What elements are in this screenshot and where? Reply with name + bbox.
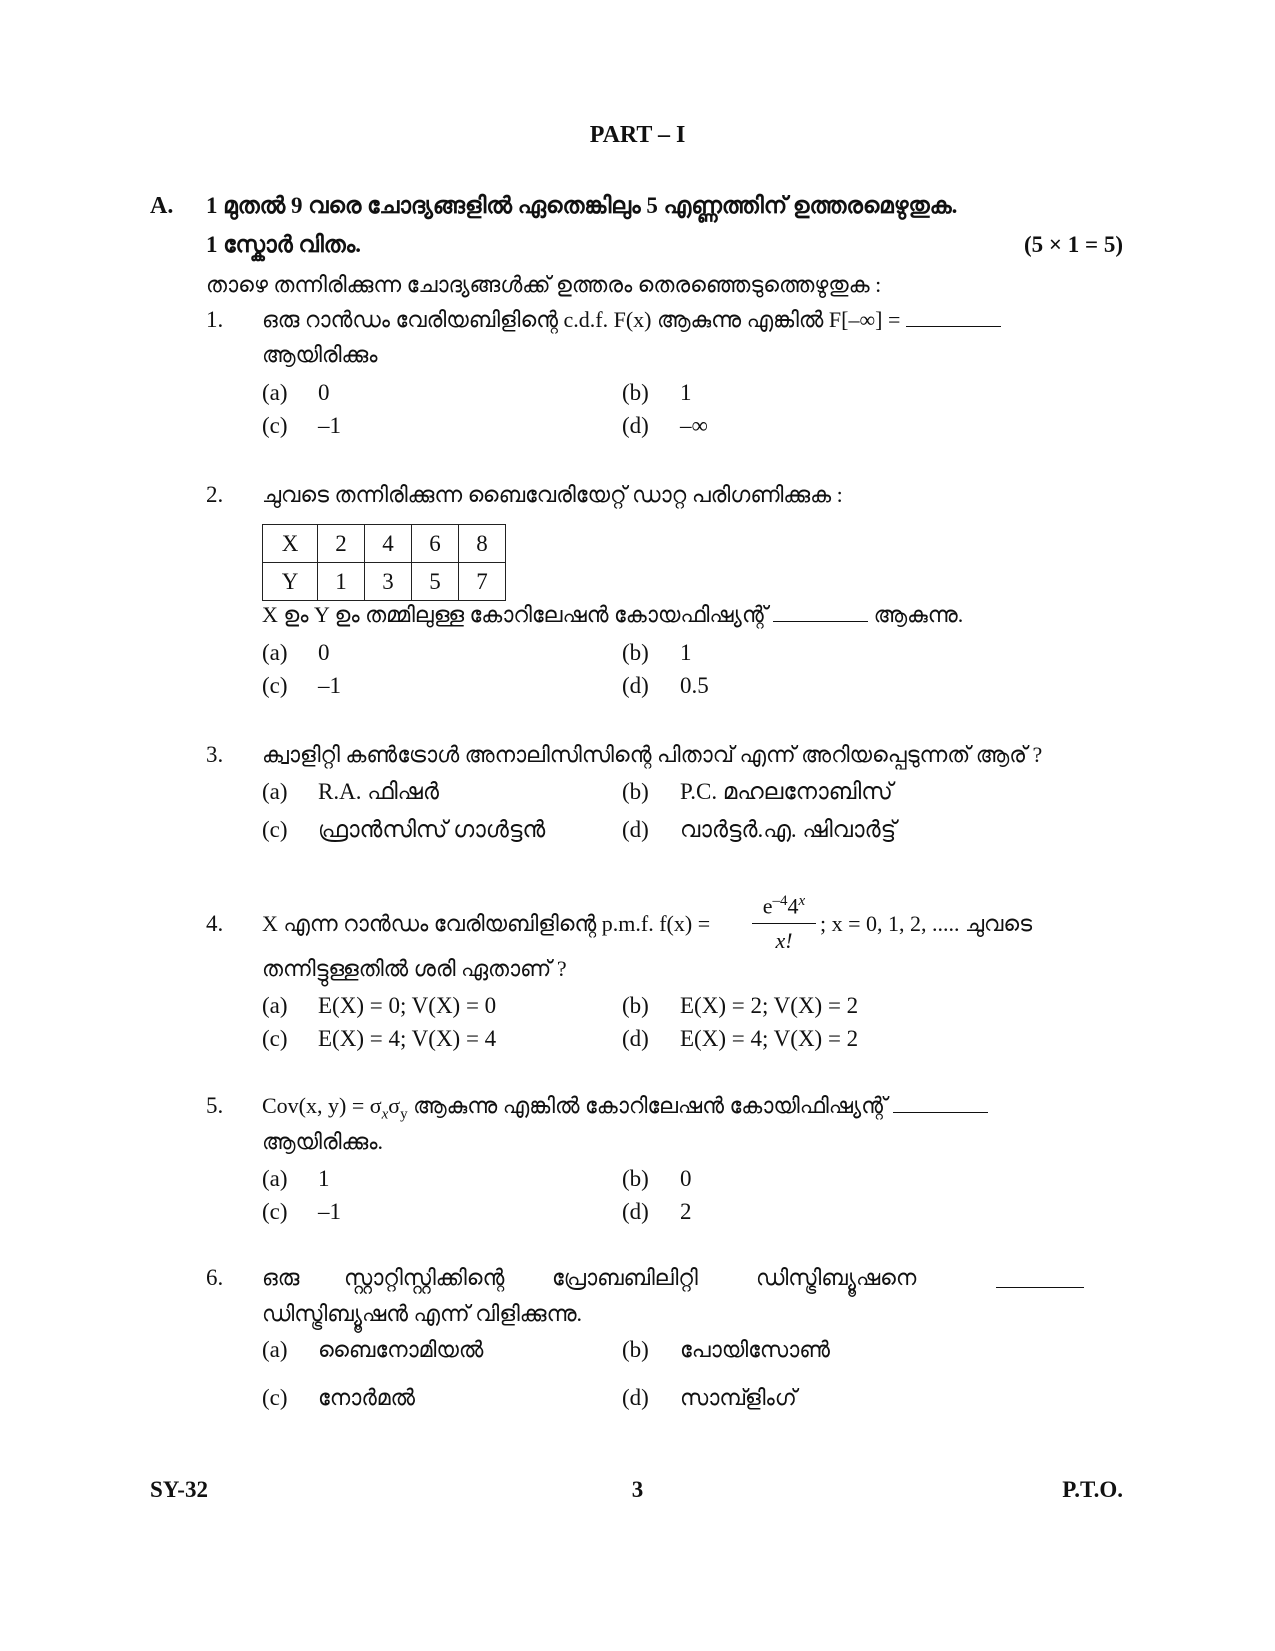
section-instruction-line2: 1 സ്കോർ വിതം. (206, 232, 362, 257)
question-5-number: 5. (206, 1093, 224, 1118)
option-text: ബൈനോമിയൽ (318, 1337, 484, 1362)
question-2-line2 (262, 602, 963, 628)
option-text: 1 (318, 1166, 330, 1191)
option-text: –1 (318, 413, 341, 438)
question-5-line2: ആയിരിക്കും. (262, 1129, 384, 1154)
question-6-number: 6. (206, 1265, 224, 1290)
question-5-cov-expr: Cov(x, y) = σ (262, 1093, 382, 1118)
option-tag: (a) (262, 640, 288, 665)
table-cell: 5 (412, 563, 459, 601)
option-tag: (d) (622, 1199, 649, 1224)
sigma-sub-y: y (400, 1106, 408, 1123)
option-tag: (b) (622, 1337, 649, 1362)
option-text: 2 (680, 1199, 692, 1224)
table-cell: 3 (365, 563, 412, 601)
question-2-number: 2. (206, 482, 224, 507)
answer-blank (996, 1287, 1084, 1288)
question-1-line2: ആയിരിക്കും (262, 342, 378, 367)
pmf-exp2: x (798, 893, 806, 909)
option-text: വാർട്ടർ.എ. ഷിവാർട്ട് (680, 817, 897, 842)
option-text: 0.5 (680, 673, 709, 698)
option-text: സാമ്പ്ളിംഗ് (680, 1385, 797, 1410)
pmf-e: e (762, 893, 773, 919)
question-6-word: സ്റ്റാറ്റിസ്റ്റിക്കിന്റെ (344, 1265, 505, 1290)
pmf-fraction (752, 893, 816, 954)
question-5-line1-post: ആകുന്നു എങ്കിൽ കോറിലേഷൻ കോയിഫിഷ്യന്റ് (413, 1093, 888, 1118)
option-text: 0 (318, 380, 330, 405)
option-tag: (c) (262, 413, 288, 438)
option-tag: (c) (262, 673, 288, 698)
question-4-number: 4. (206, 911, 224, 936)
table-cell: 1 (318, 563, 365, 601)
option-tag: (c) (262, 1026, 288, 1051)
option-tag: (b) (622, 779, 649, 804)
table-cell: 6 (412, 525, 459, 563)
footer-code: SY-32 (150, 1477, 208, 1502)
answer-blank (773, 621, 868, 622)
question-4-line2: തന്നിട്ടുള്ളതിൽ ശരി ഏതാണ് ? (262, 956, 567, 981)
option-tag: (b) (622, 380, 649, 405)
option-text: 0 (680, 1166, 692, 1191)
part-title: PART – I (589, 122, 686, 148)
option-tag: (d) (622, 1385, 649, 1410)
table-cell: 2 (318, 525, 365, 563)
option-text: E(X) = 4; V(X) = 2 (680, 1026, 859, 1051)
option-tag: (d) (622, 1026, 649, 1051)
option-tag: (a) (262, 380, 288, 405)
question-1-number: 1. (206, 307, 224, 332)
answer-blank (893, 1112, 988, 1113)
question-6-word: ഒരു (262, 1265, 300, 1290)
option-tag: (a) (262, 993, 288, 1018)
option-tag: (b) (622, 993, 649, 1018)
question-3-number: 3. (206, 742, 224, 767)
table-cell: 7 (459, 563, 506, 601)
page-number: 3 (631, 1477, 644, 1502)
option-tag: (c) (262, 1385, 288, 1410)
option-tag: (b) (622, 640, 649, 665)
option-text: –∞ (680, 413, 708, 438)
question-2-line2-pre: X ഉം Y ഉം തമ്മിലുള്ള കോറിലേഷൻ കോയഫിഷ്യന്റ് (262, 602, 768, 627)
footer-pto: P.T.O. (1062, 1477, 1123, 1502)
question-6-word: പ്രോബബിലിറ്റി (552, 1265, 698, 1290)
question-1-line1: ഒരു റാൻഡം വേരിയബിളിന്റെ c.d.f. F(x) ആകുന്നു എങ്കിൽ F[–∞] = (262, 307, 901, 332)
option-text: R.A. ഫിഷർ (318, 779, 439, 804)
table-cell: Y (263, 563, 318, 601)
question-2-line2-post: ആകുന്നു. (873, 602, 964, 627)
section-instruction-line1: 1 മുതൽ 9 വരെ ചോദ്യങ്ങളിൽ ഏതെങ്കിലും 5 എണ്ണത്തിന് ഉത്തരമെഴുതുക. (206, 193, 958, 218)
option-text: പോയിസോൺ (680, 1337, 830, 1362)
pmf-base2: 4 (787, 893, 799, 919)
pmf-denominator: x! (775, 928, 793, 954)
bivariate-data-table (262, 524, 506, 601)
section-letter: A. (150, 193, 174, 219)
option-tag: (d) (622, 413, 649, 438)
option-tag: (c) (262, 817, 288, 842)
option-text: 1 (680, 380, 692, 405)
question-4-line1-pre: X എന്ന റാൻഡം വേരിയബിളിന്റെ p.m.f. f(x) = (262, 911, 711, 936)
question-2-line1: ചുവടെ തന്നിരിക്കുന്ന ബൈവേരിയേറ്റ് ഡാറ്റ പരിഗണിക്കുക : (262, 482, 843, 507)
answer-blank (906, 326, 1001, 327)
option-text: E(X) = 4; V(X) = 4 (318, 1026, 497, 1051)
question-3-line1: ക്വാളിറ്റി കൺട്രോൾ അനാലിസിസിന്റെ പിതാവ് എന്ന് അറിയപ്പെടുന്നത് ആര് ? (262, 742, 1043, 767)
option-tag: (a) (262, 779, 288, 804)
table-cell: 8 (459, 525, 506, 563)
option-text: ഫ്രാൻസിസ് ഗാൾട്ടൻ (318, 817, 546, 842)
pmf-numerator (752, 893, 816, 924)
question-1-text (262, 307, 1001, 333)
option-text: –1 (318, 1199, 341, 1224)
option-tag: (c) (262, 1199, 288, 1224)
table-row (263, 525, 506, 563)
question-6-line2: ഡിസ്ട്രിബ്യൂഷൻ എന്ന് വിളിക്കുന്നു. (262, 1301, 583, 1326)
option-text: നോർമൽ (318, 1385, 416, 1410)
option-text: P.C. മഹലനോബിസ് (680, 779, 893, 804)
question-4-line1-post: ; x = 0, 1, 2, ..... ചുവടെ (820, 911, 1033, 936)
option-tag: (d) (622, 673, 649, 698)
option-text: E(X) = 0; V(X) = 0 (318, 993, 497, 1018)
answer-instruction: താഴെ തന്നിരിക്കുന്ന ചോദ്യങ്ങൾക്ക് ഉത്തരം തെരഞ്ഞെടുത്തെഴുതുക : (206, 272, 882, 297)
option-text: 1 (680, 640, 692, 665)
option-text: 0 (318, 640, 330, 665)
table-row (263, 563, 506, 601)
question-6-word: ഡിസ്ട്രിബ്യൂഷനെ (756, 1265, 917, 1290)
table-cell: 4 (365, 525, 412, 563)
sigma-sub-x: x (381, 1106, 389, 1123)
table-cell: X (263, 525, 318, 563)
pmf-exp1: –4 (772, 893, 788, 909)
section-score: (5 × 1 = 5) (1023, 232, 1123, 257)
sigma-2: σ (388, 1093, 401, 1118)
option-tag: (a) (262, 1337, 288, 1362)
option-tag: (b) (622, 1166, 649, 1191)
question-5-text (262, 1093, 988, 1123)
option-tag: (a) (262, 1166, 288, 1191)
option-text: E(X) = 2; V(X) = 2 (680, 993, 859, 1018)
option-text: –1 (318, 673, 341, 698)
option-tag: (d) (622, 817, 649, 842)
